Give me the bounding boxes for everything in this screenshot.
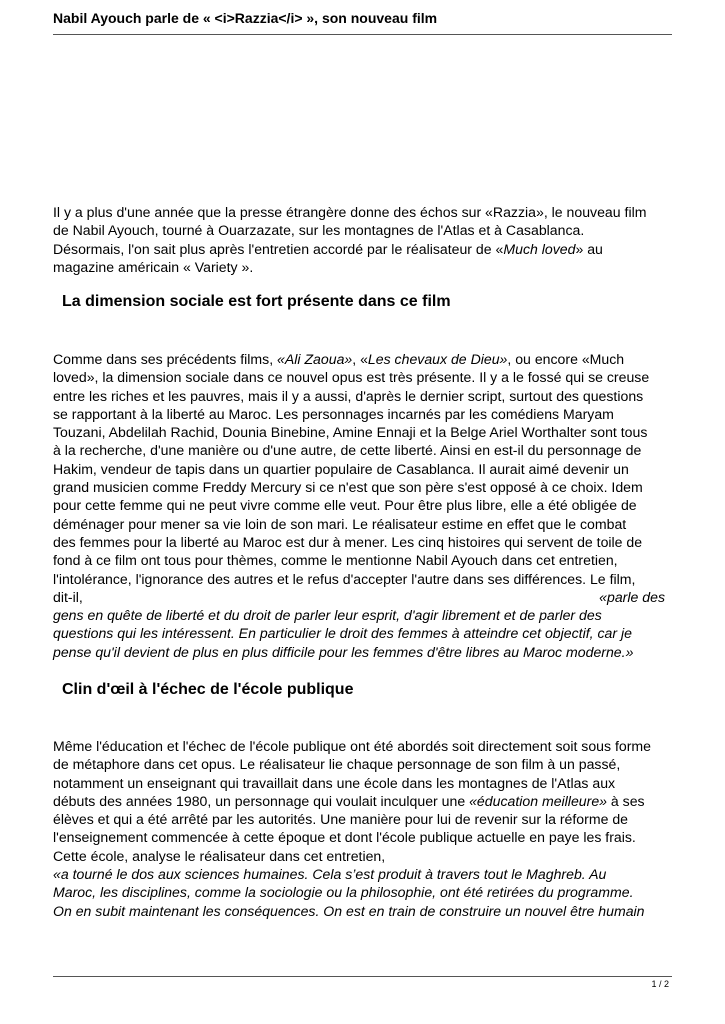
intro-paragraph [53,203,673,276]
quote-line: Maroc, les disciplines, comme la sociologie ou la philosophie, ont été retirées du programme. [53,884,634,901]
text-line: pour cette femme qui ne peut vivre comme elle veut. Pour être plus libre, elle a été obligée de [53,497,637,514]
quote-line: «a tourné le dos aux sciences humaines. Cela s’est produit à travers tout le Maghreb. Au [53,866,607,883]
text-line: l'enseignement commencée à cette époque et dont l'école publique actuelle en paye les frais. [53,829,636,846]
text-line: de Nabil Ayouch, tourné à Ouarzazate, sur les montagnes de l'Atlas et à Casablanca. [53,222,585,239]
text-line: Il y a plus d'une année que la presse étrangère donne des échos sur «Razzia», le nouveau film [53,204,647,220]
text-line: entre les riches et les pauvres, mais il y a aussi, d'après le dernier script, surtout des questions [53,387,644,404]
quote-line: pense qu'il devient de plus en plus difficile pour les femmes d'être libres au Maroc moderne.» [53,643,634,660]
section-paragraph [53,350,673,661]
film-title: Les chevaux de Dieu» [367,351,508,367]
text-line [53,350,673,368]
text-line: Touzani, Abdelilah Rachid, Dounia Binebine, Amine Ennaji et la Belge Ariel Worthalter sont tous [53,424,648,441]
quote-start: «parle des [599,588,665,605]
text-line: élèves et qui a été arrêté par les autorités. Une manière pour lui de revenir sur la réforme de [53,811,629,828]
text-line: magazine américain « Variety ». [53,258,254,275]
quote-line: On en subit maintenant les conséquences. On est en train de construire un nouvel être humain [53,902,645,919]
text-line: Même l'éducation et l'échec de l'école publique ont été abordés soit directement soit sous forme [53,738,652,754]
text-run: Désormais, l'on sait plus après l'entretien accordé par le réalisateur de « [53,240,504,257]
section-heading: La dimension sociale est fort présente dans ce film [62,293,451,310]
text-line: grand musicien comme Freddy Mercury si ce n'est que son père s'est opposé à ce choix. Idem [53,479,643,496]
text-line: déménager pour mener sa vie loin de son mari. Le réalisateur estime en effet que le combat [53,515,627,532]
text-line [53,240,673,258]
text-run: » au [575,240,603,257]
film-title: «Ali Zaoua» [277,351,353,367]
header-divider [53,34,672,35]
text-line: de métaphore dans cet opus. Le réalisateur lie chaque personnage de son film à un passé, [53,756,621,773]
text-line: fond à ce film ont tous pour thèmes, comme le mentionne Nabil Ayouch dans cet entretien, [53,552,618,569]
footer-divider [53,976,672,977]
text-run: Comme dans ses précédents films, [53,351,278,367]
text-line [53,588,665,606]
text-run: dit-il, [53,588,83,605]
text-line: loved», la dimension sociale dans ce nouvel opus est très présente. Il y a le fossé qui se creuse [53,369,650,386]
text-line: notamment un enseignant qui travaillait dans une école dans les montagnes de l'Atlas aux [53,774,616,791]
text-line [53,792,673,810]
text-line: l'intolérance, l'ignorance des autres et le refus d'accepter l'autre dans ses différences. Le film, [53,570,636,587]
quote-line: gens en quête de liberté et du droit de parler leur esprit, d'agir librement et de parler des [53,607,602,624]
quote-line: questions qui les intéressent. En particulier le droit des femmes à atteindre cet objectif, car je [53,625,632,642]
text-run: , ou encore «Much [507,351,625,367]
page-header-title: Nabil Ayouch parle de « <i>Razzia</i> », son nouveau film [53,10,438,26]
text-line: des femmes pour la liberté au Maroc est dur à mener. Les cinq histoires qui servent de toile de [53,533,643,550]
text-line: Hakim, vendeur de tapis dans un quartier populaire de Casablanca. Il aurait aimé devenir un [53,460,629,477]
page-number: 1 / 2 [651,979,669,989]
section-paragraph [53,737,673,920]
text-run: à ses [607,792,645,809]
text-run: , « [352,351,368,367]
text-run: débuts des années 1980, un personnage qui voulait inculquer une [53,792,470,809]
text-line: se rapportant à la liberté au Maroc. Les personnages incarnés par les comédiens Maryam [53,405,614,422]
text-line: Cette école, analyse le réalisateur dans cet entretien, [53,847,386,864]
section-heading: Clin d'œil à l'échec de l'école publique [62,681,354,698]
text-line: à la recherche, d'une manière ou d'une autre, de cette liberté. Ainsi en est-il du personnage de [53,442,642,459]
quoted-phrase: «éducation meilleure» [469,792,607,809]
film-title: Much loved [503,240,576,257]
